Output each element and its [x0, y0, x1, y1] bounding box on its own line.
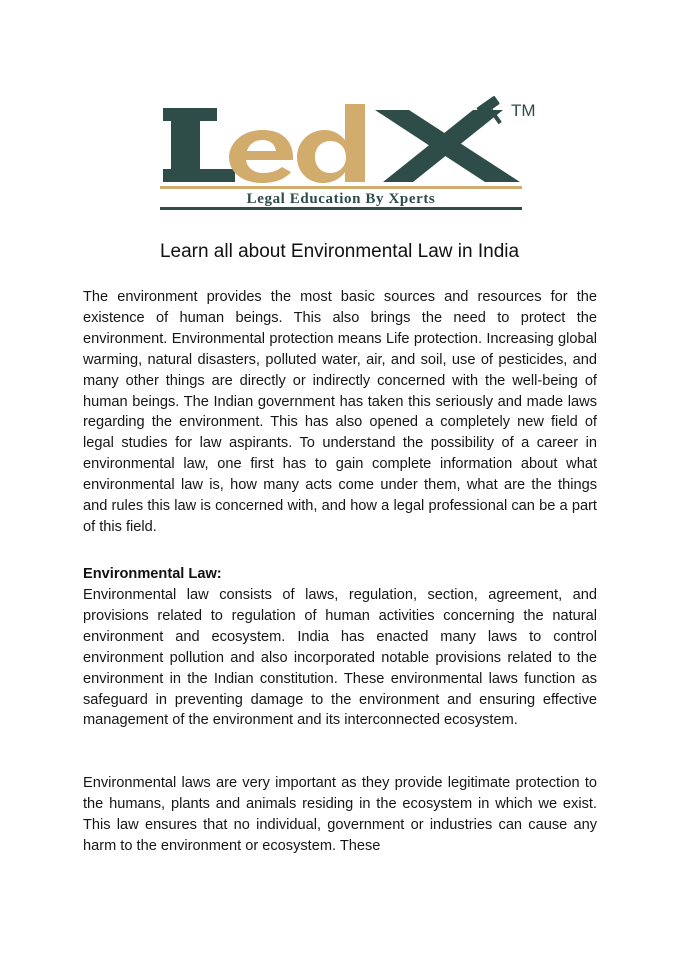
document-title: Learn all about Environmental Law in India — [159, 241, 520, 262]
intro-paragraph: The environment provides the most basic sources and resources for the existence of human beings. This also brings the need to protect the environment. Environmental protection means Life protection. Increasing global warming, natural disasters, polluted water, air, and soil, use of pesticides, and many other things are directly or indirectly concerned with the well-being of human beings. The Indian government has taken this seriously and made laws regarding the environment. This has also opened a completely new field of legal studies for law aspirants. To understand the possibility of a career in environmental law, one first has to gain complete information about what environmental law is, how many acts come under them, what are the things and rules this law is concerned with, and how a legal professional can be a part of this field. — [83, 289, 597, 535]
logo-letter-d — [297, 104, 365, 183]
importance-paragraph: Environmental laws are very important as they provide legitimate protection to the humans, plants and animals residing in the ecosystem in which we exist. This law ensures that no individual, government or industries can cause any harm to the environment or ecosystem. These — [83, 775, 597, 854]
ledx-logo — [155, 96, 555, 214]
logo-underline-bottom — [160, 207, 522, 210]
logo-letter-e — [229, 130, 293, 183]
logo-underline-top — [160, 186, 522, 189]
trademark-symbol: TM — [511, 101, 536, 120]
section-paragraph: Environmental law consists of laws, regulation, section, agreement, and provisions related to regulation of human activities concerning the natural environment and ecosystem. India has enacted many laws to control environment pollution and also incorporated notable provisions related to the environment in the Indian constitution. These environmental laws function as safeguard in preventing damage to the environment and ensuring effective management of the environment and its interconnected ecosystem. — [83, 587, 597, 729]
logo-letter-l — [163, 108, 235, 182]
logo-tagline: Legal Education By Xperts — [246, 191, 436, 207]
section-heading: Environmental Law: — [83, 566, 222, 582]
